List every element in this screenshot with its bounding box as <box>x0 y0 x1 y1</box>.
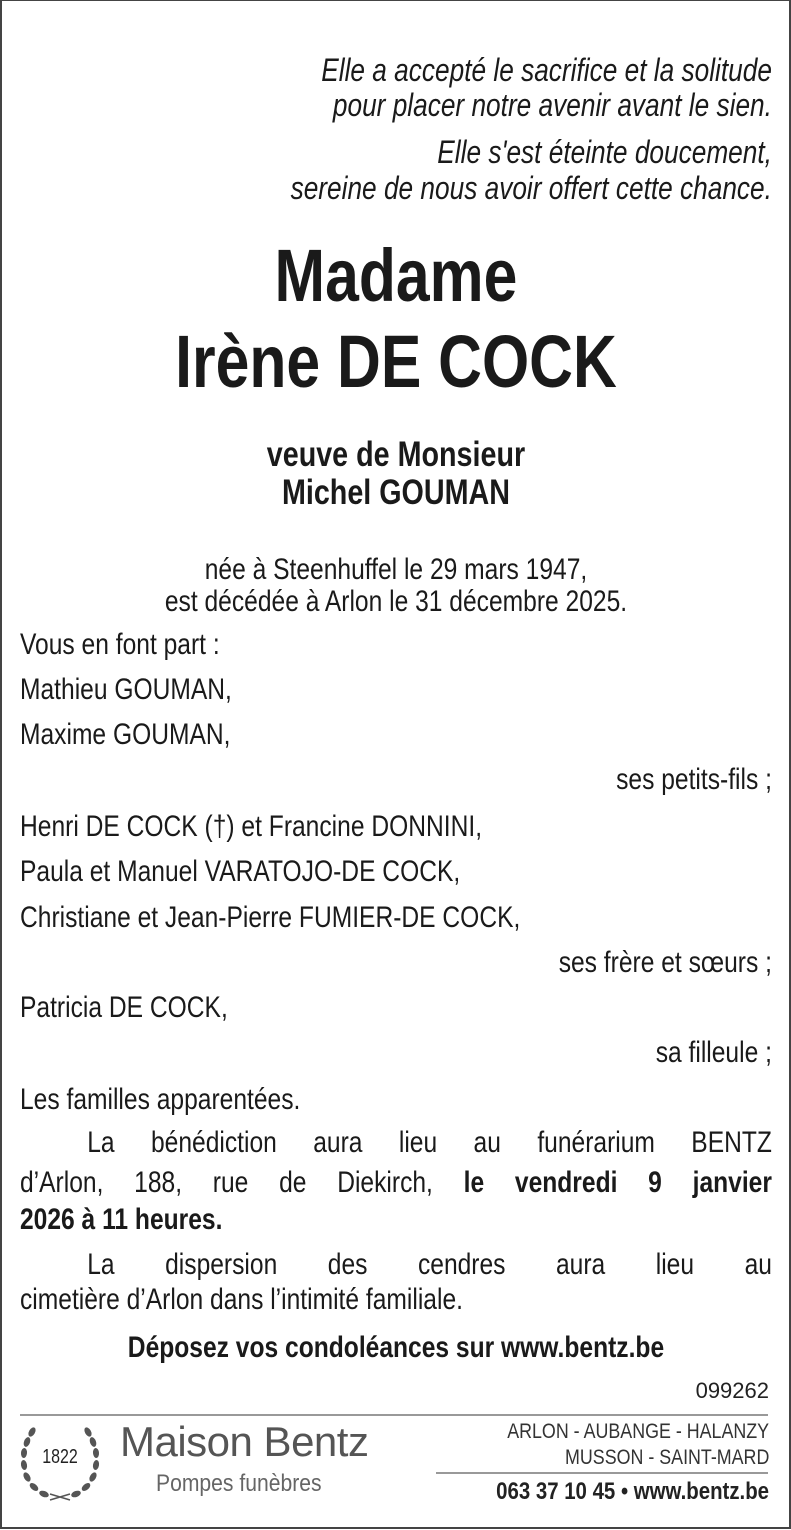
contact-line <box>496 1478 769 1506</box>
ceremony-line: La bénédiction aura lieu au funérarium BENTZ <box>87 1126 772 1159</box>
family-member: Christiane et Jean-Pierre FUMIER-DE COCK, <box>20 901 521 934</box>
locations-line: ARLON - AUBANGE - HALANZY <box>507 1420 769 1443</box>
family-relatives: Les familles apparentées. <box>20 1083 301 1116</box>
family-member: Paula et Manuel VARATOJO-DE COCK, <box>20 855 461 888</box>
family-member: Henri DE COCK (†) et Francine DONNINI, <box>20 810 483 843</box>
obituary-body <box>20 0 772 1370</box>
separator: • <box>620 1478 629 1505</box>
ceremony-location: d’Arlon, 188, rue de Diekirch, <box>20 1166 433 1199</box>
divider <box>20 1414 768 1416</box>
ceremony-time: 2026 à 11 heures. <box>20 1203 223 1236</box>
family-member: Maxime GOUMAN, <box>20 718 231 751</box>
family-role: ses petits-fils ; <box>616 763 772 796</box>
quote-line: Elle s'est éteinte doucement, <box>437 134 772 170</box>
locations-line: MUSSON - SAINT-MARD <box>564 1446 769 1469</box>
dispersion-line: cimetière d’Arlon dans l’intimité familiale. <box>20 1283 463 1316</box>
birth-info: née à Steenhuffel le 29 mars 1947, <box>204 553 588 586</box>
family-intro: Vous en font part : <box>20 628 220 661</box>
founding-year: 1822 <box>42 1446 78 1468</box>
family-role: sa filleule ; <box>655 1036 772 1069</box>
quote-line: sereine de nous avoir offert cette chance. <box>290 170 772 206</box>
quote-line: pour placer notre avenir avant le sien. <box>332 87 772 123</box>
deceased-title: Madame <box>274 234 518 317</box>
website-link[interactable]: www.bentz.be <box>633 1478 769 1505</box>
condolences-link[interactable]: Déposez vos condoléances sur www.bentz.be <box>127 1331 665 1364</box>
widow-name: Michel GOUMAN <box>281 473 510 512</box>
ceremony-date: le vendredi 9 janvier <box>463 1166 772 1199</box>
dispersion-line: La dispersion des cendres aura lieu au <box>87 1248 772 1281</box>
brand-name: Maison Bentz <box>120 1418 369 1465</box>
ceremony-line <box>20 1165 772 1201</box>
family-member: Mathieu GOUMAN, <box>20 673 232 706</box>
family-member: Patricia DE COCK, <box>20 991 228 1024</box>
deceased-name: Irène DE COCK <box>175 320 617 403</box>
quote-line: Elle a accepté le sacrifice et la solitude <box>321 52 772 88</box>
divider <box>436 1472 768 1474</box>
phone-number[interactable]: 063 37 10 45 <box>496 1478 616 1505</box>
family-role: ses frère et sœurs ; <box>558 946 772 979</box>
brand-tagline: Pompes funèbres <box>156 1470 322 1497</box>
reference-number: 099262 <box>695 1378 769 1403</box>
funeral-home-footer <box>0 1370 791 1530</box>
death-info: est décédée à Arlon le 31 décembre 2025. <box>164 585 628 618</box>
widow-line: veuve de Monsieur <box>266 435 526 474</box>
